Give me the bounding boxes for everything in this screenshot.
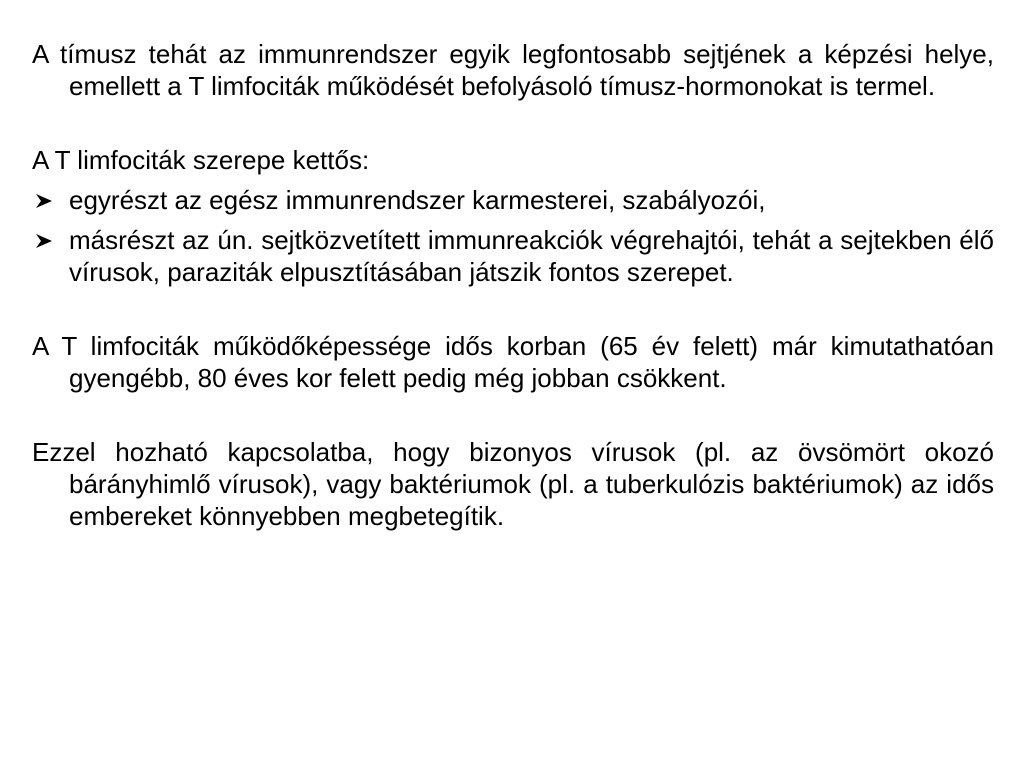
paragraph-thymus: A tímusz tehát az immunrendszer egyik legfontosabb sejtjének a képzési helye, emellett a T limfociták működését befolyásoló tímusz-hormonokat is termel. xyxy=(32,39,994,101)
bullet-text: egyrészt az egész immunrendszer karmesterei, szabályozói, xyxy=(69,185,766,215)
spacer xyxy=(32,102,994,144)
spacer xyxy=(32,216,994,224)
bullet-item-executors xyxy=(32,224,994,288)
spacer xyxy=(32,288,994,330)
spacer xyxy=(32,176,994,184)
bullet-text: másrészt az ún. sejtközvetített immunreakciók végrehajtói, tehát a sejtekben élő vírusok, paraziták elpusztításában játszik fontos szerepet. xyxy=(69,225,994,287)
spacer xyxy=(32,394,994,436)
bullet-item-conductors xyxy=(32,184,994,216)
arrowhead-bullet-icon xyxy=(34,193,54,209)
paragraph-aging: A T limfociták működőképessége idős korban (65 év felett) már kimutathatóan gyengébb, 80 éves kor felett pedig még jobban csökkent. xyxy=(32,331,994,393)
arrowhead-bullet-icon xyxy=(34,233,54,249)
slide-body xyxy=(32,38,994,532)
paragraph-role-intro: A T limfociták szerepe kettős: xyxy=(32,145,370,175)
paragraph-consequence: Ezzel hozható kapcsolatba, hogy bizonyos vírusok (pl. az övsömört okozó bárányhimlő vírusok), vagy baktériumok (pl. a tuberkulózis baktériumok) az idős embereket könnyebben megbetegítik. xyxy=(32,437,994,531)
